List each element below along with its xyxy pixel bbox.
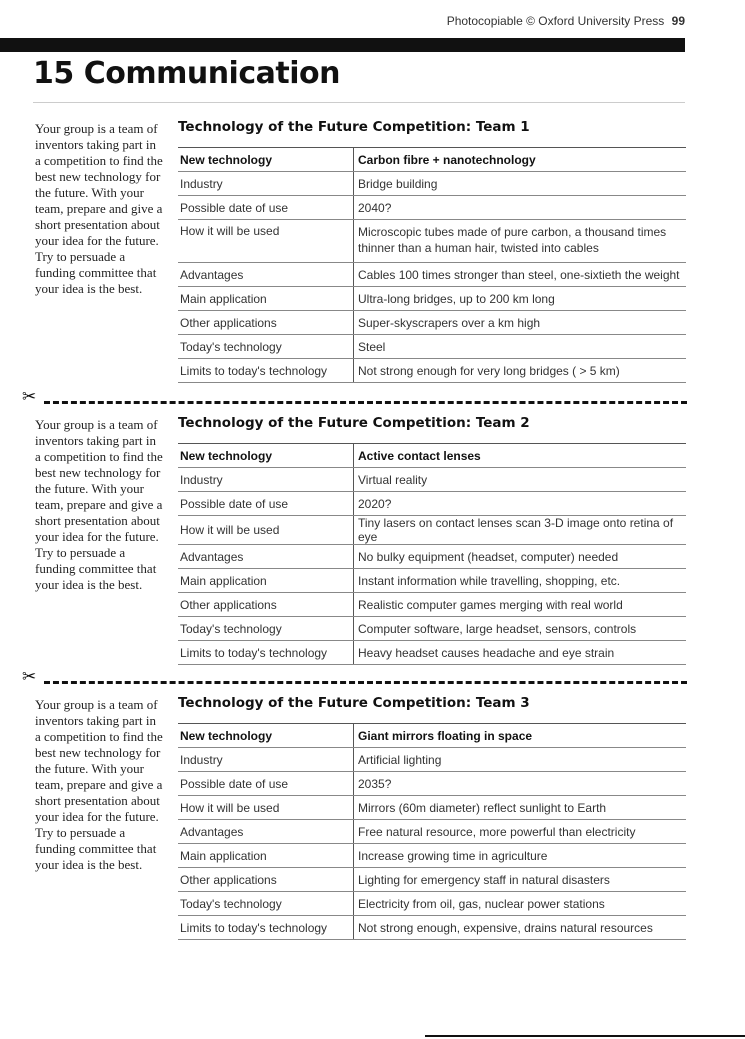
table-row	[178, 492, 686, 516]
table-row	[178, 220, 686, 263]
table-row	[178, 772, 686, 796]
table-row	[178, 724, 686, 748]
table-row	[178, 148, 686, 172]
table-row	[178, 796, 686, 820]
table-row	[178, 545, 686, 569]
dashed-cut-line	[44, 401, 687, 404]
row-value: Heavy headset causes headache and eye strain	[354, 641, 687, 665]
table-row	[178, 172, 686, 196]
table-row	[178, 593, 686, 617]
title-divider	[33, 102, 685, 103]
row-value: Microscopic tubes made of pure carbon, a thousand times thinner than a human hair, twisted into cables	[354, 220, 687, 263]
table-row	[178, 617, 686, 641]
row-value: Bridge building	[354, 172, 687, 196]
scissors-icon: ✂	[22, 667, 37, 686]
table-row	[178, 263, 686, 287]
row-value: Super-skyscrapers over a km high	[354, 311, 687, 335]
row-label: Advantages	[178, 545, 354, 569]
row-label: Other applications	[178, 868, 354, 892]
team-title: Technology of the Future Competition: Team 1	[178, 119, 530, 135]
scissors-icon: ✂	[22, 387, 37, 406]
row-label: Industry	[178, 172, 354, 196]
team-title: Technology of the Future Competition: Team 3	[178, 695, 530, 711]
row-label: Main application	[178, 569, 354, 593]
row-value: Virtual reality	[354, 468, 687, 492]
table-row	[178, 311, 686, 335]
row-label: Other applications	[178, 593, 354, 617]
footer-rule	[425, 1035, 745, 1037]
row-value: Realistic computer games merging with real world	[354, 593, 687, 617]
row-label: Main application	[178, 287, 354, 311]
row-label: New technology	[178, 148, 354, 172]
table-row	[178, 748, 686, 772]
row-value: Not strong enough, expensive, drains natural resources	[354, 916, 687, 940]
table-row	[178, 868, 686, 892]
row-label: Today's technology	[178, 892, 354, 916]
cut-line-1	[22, 387, 687, 409]
row-label: How it will be used	[178, 220, 354, 263]
table-row	[178, 641, 686, 665]
row-value: Free natural resource, more powerful than electricity	[354, 820, 687, 844]
row-value: Ultra-long bridges, up to 200 km long	[354, 287, 687, 311]
row-label: How it will be used	[178, 796, 354, 820]
row-value: Steel	[354, 335, 687, 359]
intro-text: Your group is a team of inventors taking part in a competition to find the best new technology for the future. With your team, prepare and give a short presentation about your idea for the future. Try to persuade a funding committee that your idea is the best.	[35, 417, 163, 592]
row-label: Possible date of use	[178, 196, 354, 220]
table-row	[178, 468, 686, 492]
chapter-title: 15 Communication	[33, 56, 340, 91]
row-label: Possible date of use	[178, 492, 354, 516]
intro-text: Your group is a team of inventors taking part in a competition to find the best new technology for the future. With your team, prepare and give a short presentation about your idea for the future. Try to persuade a funding committee that your idea is the best.	[35, 121, 163, 296]
row-value: Carbon fibre + nanotechnology	[354, 148, 687, 172]
row-label: Today's technology	[178, 335, 354, 359]
row-value: Instant information while travelling, shopping, etc.	[354, 569, 687, 593]
technology-table	[178, 443, 686, 665]
row-value: Giant mirrors floating in space	[354, 724, 687, 748]
row-label: Industry	[178, 468, 354, 492]
page-number: 99	[671, 14, 685, 28]
row-label: Other applications	[178, 311, 354, 335]
table-row	[178, 196, 686, 220]
row-value: 2020?	[354, 492, 687, 516]
row-label: Limits to today's technology	[178, 916, 354, 940]
table-row	[178, 844, 686, 868]
copyright-notice: Photocopiable © Oxford University Press	[446, 14, 665, 28]
row-value: Tiny lasers on contact lenses scan 3-D image onto retina of eye	[354, 516, 687, 545]
row-label: Limits to today's technology	[178, 359, 354, 383]
row-value: Not strong enough for very long bridges ( > 5 km)	[354, 359, 687, 383]
row-label: New technology	[178, 444, 354, 468]
row-label: Main application	[178, 844, 354, 868]
table-row	[178, 916, 686, 940]
row-label: New technology	[178, 724, 354, 748]
row-value: Artificial lighting	[354, 748, 687, 772]
row-label: Advantages	[178, 820, 354, 844]
cut-line-2	[22, 667, 687, 689]
technology-table	[178, 147, 686, 383]
row-label: Limits to today's technology	[178, 641, 354, 665]
row-label: Today's technology	[178, 617, 354, 641]
table-row	[178, 359, 686, 383]
row-label: Industry	[178, 748, 354, 772]
table-row	[178, 516, 686, 545]
row-label: How it will be used	[178, 516, 354, 545]
page-header	[447, 14, 685, 28]
row-label: Advantages	[178, 263, 354, 287]
row-value: No bulky equipment (headset, computer) needed	[354, 545, 687, 569]
team-title: Technology of the Future Competition: Team 2	[178, 415, 530, 431]
table-row	[178, 820, 686, 844]
row-value: 2040?	[354, 196, 687, 220]
header-bar	[0, 38, 685, 52]
row-value: Active contact lenses	[354, 444, 687, 468]
table-row	[178, 287, 686, 311]
row-value: Increase growing time in agriculture	[354, 844, 687, 868]
row-value: 2035?	[354, 772, 687, 796]
table-row	[178, 444, 686, 468]
table-row	[178, 892, 686, 916]
row-value: Lighting for emergency staff in natural disasters	[354, 868, 687, 892]
technology-table	[178, 723, 686, 940]
dashed-cut-line	[44, 681, 687, 684]
row-value: Computer software, large headset, sensors, controls	[354, 617, 687, 641]
table-row	[178, 335, 686, 359]
row-value: Cables 100 times stronger than steel, one-sixtieth the weight	[354, 263, 687, 287]
row-label: Possible date of use	[178, 772, 354, 796]
row-value: Electricity from oil, gas, nuclear power stations	[354, 892, 687, 916]
intro-text: Your group is a team of inventors taking part in a competition to find the best new technology for the future. With your team, prepare and give a short presentation about your idea for the future. Try to persuade a funding committee that your idea is the best.	[35, 697, 163, 872]
row-value: Mirrors (60m diameter) reflect sunlight to Earth	[354, 796, 687, 820]
table-row	[178, 569, 686, 593]
